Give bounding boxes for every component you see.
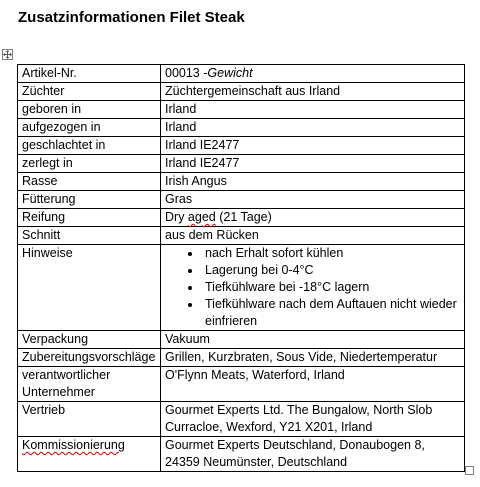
row-label: zerlegt in <box>18 155 161 173</box>
row-value: Irland <box>161 119 465 137</box>
table-row <box>18 101 465 119</box>
table-row <box>18 331 465 349</box>
table-row <box>18 155 465 173</box>
row-label: Fütterung <box>18 191 161 209</box>
row-value: Irland IE2477 <box>161 155 465 173</box>
row-label: verantwortlicher Unternehmer <box>18 367 161 402</box>
table-row <box>18 227 465 245</box>
table-resize-handle[interactable] <box>465 466 474 475</box>
list-item: • nach Erhalt sofort kühlen <box>202 245 460 262</box>
row-value <box>161 65 465 83</box>
table-row <box>18 402 465 437</box>
row-label: geboren in <box>18 101 161 119</box>
row-value: aus dem Rücken <box>161 227 465 245</box>
row-label: Schnitt <box>18 227 161 245</box>
row-label: aufgezogen in <box>18 119 161 137</box>
list-item: • Tiefkühlware nach dem Auftauen nicht wieder einfrieren <box>202 296 460 330</box>
list-item: • Lagerung bei 0-4°C <box>202 262 460 279</box>
table-row <box>18 119 465 137</box>
list-item: • Tiefkühlware bei -18°C lagern <box>202 279 460 296</box>
row-label: Vertrieb <box>18 402 161 437</box>
row-label <box>18 437 161 472</box>
row-value: Vakuum <box>161 331 465 349</box>
notes-list <box>165 245 460 330</box>
aging-text-end: (21 Tage) <box>215 210 272 224</box>
table-row <box>18 65 465 83</box>
row-label: Züchter <box>18 83 161 101</box>
row-value: Gras <box>161 191 465 209</box>
spellcheck-flagged-word: aged <box>187 210 216 224</box>
aging-text-start: Dry <box>165 210 188 224</box>
table-row <box>18 437 465 472</box>
row-value: Irish Angus <box>161 173 465 191</box>
row-value: Irland <box>161 101 465 119</box>
article-number: 00013 <box>165 66 204 80</box>
row-label: Reifung <box>18 209 161 227</box>
spellcheck-flagged-label: Kommissionierung <box>22 438 125 452</box>
row-value: Grillen, Kurzbraten, Sous Vide, Niedertemperatur <box>161 349 465 367</box>
row-value <box>161 209 465 227</box>
row-value: Gourmet Experts Ltd. The Bungalow, North Slob Curracloe, Wexford, Y21 X201, Irland <box>161 402 465 437</box>
table-row <box>18 349 465 367</box>
article-weight-note: -Gewicht <box>203 66 253 80</box>
table-row <box>18 245 465 331</box>
row-label: Verpackung <box>18 331 161 349</box>
row-label: geschlachtet in <box>18 137 161 155</box>
info-table <box>17 64 465 472</box>
table-row <box>18 191 465 209</box>
table-row <box>18 173 465 191</box>
table-move-handle-icon[interactable] <box>2 49 13 60</box>
table-row <box>18 137 465 155</box>
table-row <box>18 209 465 227</box>
document-title: Zusatzinformationen Filet Steak <box>18 9 245 26</box>
row-value: O'Flynn Meats, Waterford, Irland <box>161 367 465 402</box>
row-label: Artikel-Nr. <box>18 65 161 83</box>
table-row <box>18 83 465 101</box>
row-value: Irland IE2477 <box>161 137 465 155</box>
row-value: Gourmet Experts Deutschland, Donaubogen 8, 24359 Neumünster, Deutschland <box>161 437 465 472</box>
table-row <box>18 367 465 402</box>
row-value <box>161 245 465 331</box>
row-label: Hinweise <box>18 245 161 331</box>
row-label: Rasse <box>18 173 161 191</box>
row-value: Züchtergemeinschaft aus Irland <box>161 83 465 101</box>
row-label: Zubereitungsvorschläge <box>18 349 161 367</box>
